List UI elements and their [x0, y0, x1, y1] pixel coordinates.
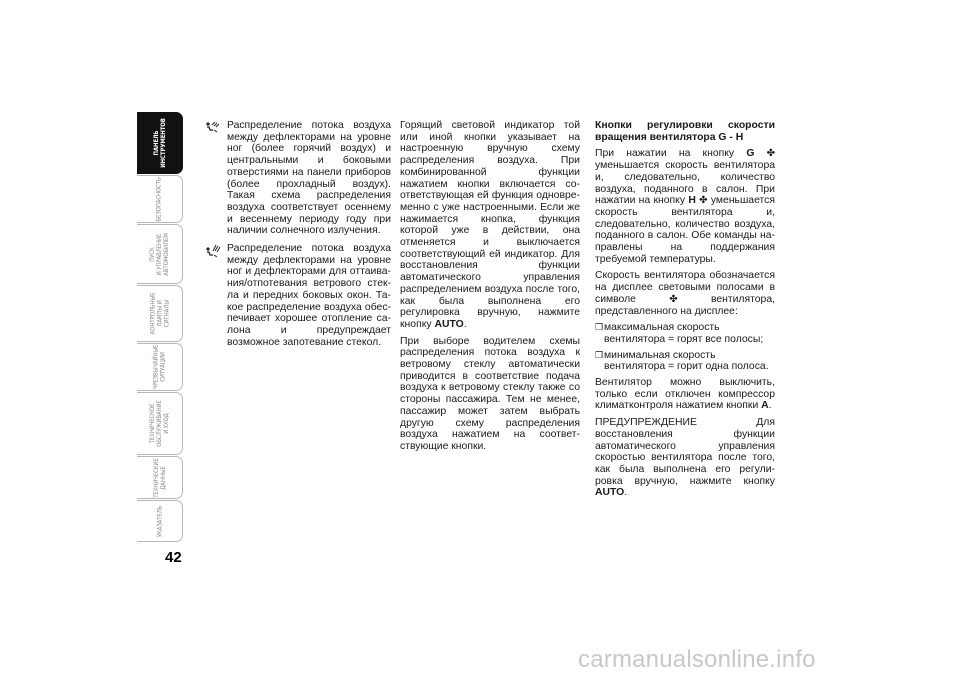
punctuation: . — [624, 487, 628, 499]
paragraph-text: Горящий световой индикатор той или иной кнопки указывает на настроенную вручную схему распределения воздуха. При комбинированной функции нажатием кнопки включается соответствующая ей функция одновременно с уже настроенными. Если же нажимается кнопка, функция которой уже в действии, она отменяется и выключается соответствующий ей индикатор. Для восстановления функции автоматического управления распределением воздуха после того, как была выполнена его регулировка вручную, нажмите кнопку — [400, 120, 580, 330]
column-1 — [205, 120, 391, 354]
tab-maintenance[interactable] — [137, 392, 183, 455]
tab-label: ПАНЕЛЬ ИНСТРУМЕНТОВ — [152, 118, 167, 168]
paragraph — [595, 377, 775, 412]
paragraph-text: Скорость вентилятора обозначается на дисплее световыми полосами в символе — [595, 270, 775, 305]
tab-starting-driving[interactable] — [137, 224, 183, 284]
list-item-text: минимальная скорость вентилятора = горит одна полоса. — [604, 349, 769, 373]
tab-warning-lights[interactable] — [137, 285, 183, 342]
airflow-mode-2-text: Распределение потока воздуха между дефлекторами на уровне ног и дефлекторами для оттаивания/отпотевания ветрового стекла и передних боковых окон. Такое распределение воздуха обеспечивает хорошее отопление салона и предупреждает возможное запотевание стекол. — [227, 243, 391, 348]
tab-label: ЧРЕЗВЫЧАЙНЫЕ СИТУАЦИИ — [152, 344, 167, 390]
tab-safety[interactable] — [137, 175, 183, 223]
fan-icon: ✤ — [699, 195, 708, 207]
button-g-label: G — [746, 148, 755, 160]
paragraph-text: ПРЕДУПРЕЖДЕНИЕ Для восстановления функции автоматического управления скоростью вентилятора после того, как была выполнена его регулировка вручную, нажмите кнопку — [595, 417, 775, 487]
auto-button-label: AUTO — [434, 318, 464, 330]
fan-icon: ✤ — [669, 293, 678, 305]
airflow-mode-1 — [205, 120, 391, 237]
paragraph-text: уменьшается скорость вентилятора и, следовательно, количество воздуха, поданного в салон. При нажатии на кнопку — [595, 160, 775, 207]
paragraph-text: уменьшается скорость вентилятора и, следовательно, количество воздуха, поданного в салон. Обе команды направлены на поддержания требуемой температуры. — [595, 195, 775, 265]
checkbox-bullet-icon: ❒ — [595, 349, 604, 360]
tab-label: ТЕХНИЧЕСКОЕ ОБСЛУЖИВАНИЕ И УХОД — [149, 400, 171, 447]
checkbox-bullet-icon: ❒ — [595, 322, 604, 333]
tab-instrument-panel[interactable] — [137, 112, 183, 174]
tab-label: ТЕХНИЧЕСКИЕ ДАННЫЕ — [152, 457, 167, 498]
chapter-sidebar — [137, 112, 190, 542]
watermark: carmanualsonline.info — [578, 646, 816, 673]
list-item — [595, 350, 775, 373]
tab-label: УКАЗАТЕЛЬ — [155, 505, 163, 537]
page-number: 42 — [165, 549, 182, 566]
button-h-label: H — [688, 195, 696, 207]
section-heading: Кнопки регулировки скорости вращения вентилятора G - H — [595, 120, 775, 143]
paragraph — [595, 148, 775, 265]
paragraph — [595, 417, 775, 499]
paragraph — [595, 270, 775, 317]
airflow-feet-panel-icon — [205, 120, 227, 137]
paragraph-text: При нажатии на кнопку — [595, 148, 747, 160]
list-item — [595, 322, 775, 345]
tab-index[interactable] — [137, 500, 183, 542]
tab-label: КОНТРОЛЬНЫЕ ЛАМПЫ И СИГНАЛЫ — [149, 292, 170, 335]
column-2 — [400, 120, 580, 458]
tab-technical-data[interactable] — [137, 456, 183, 499]
airflow-mode-2 — [205, 243, 391, 348]
paragraph-text: вентилятора, представленного на дисплее: — [595, 293, 775, 317]
column-3 — [595, 120, 775, 504]
tab-label: ПУСК И УПРАВЛЕНИЕ АВТОМОБИЛЕМ — [149, 232, 170, 276]
airflow-feet-windshield-icon — [205, 243, 227, 262]
button-a-label: A — [761, 400, 769, 412]
paragraph: При выборе водителем схемы распределения потока воздуха к ветровому стеклу автоматически приводится в соответствие подача воздуха к ветровому стеклу также со стороны пассажира. Тем не менее, пассажир может затем выбрать другую схему распределения воздуха нажатием на соответствующие кнопки. — [400, 335, 580, 452]
fan-icon: ✤ — [766, 148, 775, 160]
list-item-text: максимальная скорость вентилятора = горят все полосы; — [604, 322, 764, 345]
airflow-mode-1-text: Распределение потока воздуха между дефлекторами на уровне ног (более горячий воздух) и центральными и боковыми отверстиями на панели приборов (более прохладный воздух). Такая схема распределения воздуха соответствует осеннему и весеннему периоду году при наличии солнечного излучения. — [227, 120, 391, 237]
tab-emergency[interactable] — [137, 343, 183, 391]
punctuation: . — [463, 318, 467, 330]
paragraph — [400, 120, 580, 331]
paragraph-text: Вентилятор можно выключить, только если отключен компрессор климатконтроля нажатием кнопки — [595, 377, 775, 412]
tab-label: БЕЗОПАСНОСТЬ — [155, 176, 163, 222]
punctuation: . — [768, 400, 772, 412]
auto-button-label: AUTO — [595, 487, 625, 499]
